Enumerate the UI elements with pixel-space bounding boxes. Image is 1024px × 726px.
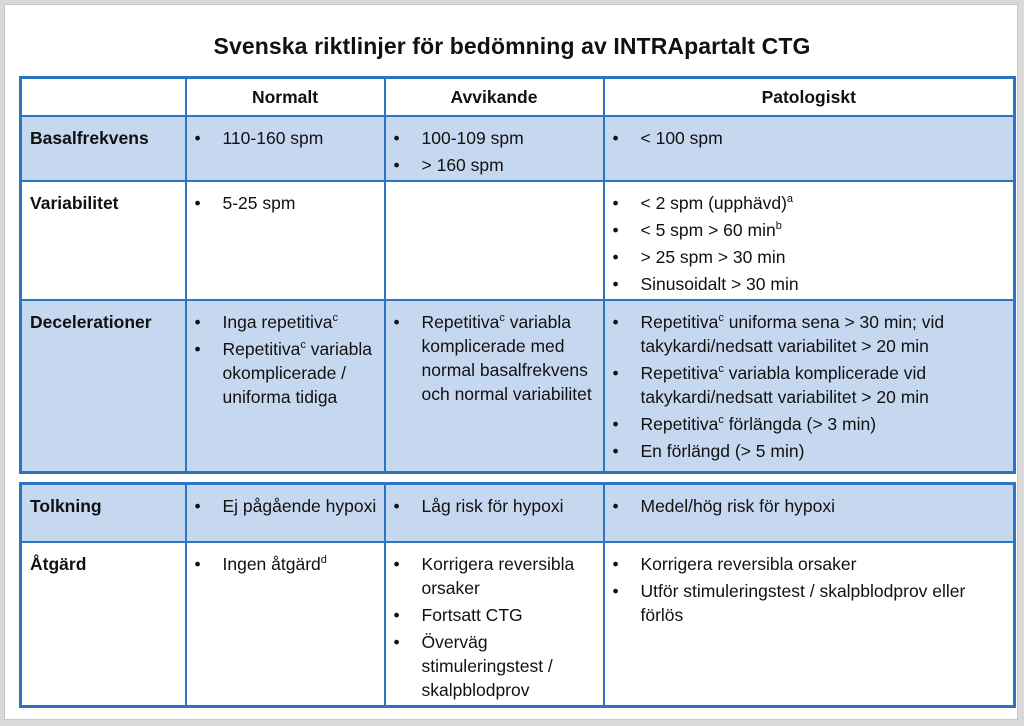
list-item: [611, 552, 1008, 576]
footnote-marker: d: [320, 553, 327, 566]
item-text: Medel/hög risk för hypoxi: [640, 496, 836, 516]
table-row: [21, 484, 1015, 542]
list-item: [193, 310, 378, 334]
item-text: Inga repetitiva: [222, 312, 333, 332]
cell-patologiskt: [604, 542, 1015, 707]
list-item: [611, 361, 1008, 409]
list-item: [392, 310, 597, 406]
bullet-list: [193, 126, 378, 150]
item-text: Repetitiva: [640, 414, 719, 434]
table-row: [21, 300, 1015, 472]
list-item: [392, 494, 597, 518]
document-page: [4, 4, 1018, 720]
bullet-list: [193, 494, 378, 518]
bullet-list: [611, 494, 1008, 518]
list-item: [392, 603, 597, 627]
cell-patologiskt: [604, 300, 1015, 472]
bullet-list: [193, 310, 378, 409]
footnote-marker: c: [718, 363, 724, 375]
list-item: [611, 439, 1008, 463]
list-item: [611, 494, 1008, 518]
cell-normalt: [186, 116, 385, 181]
cell-avvikande: [385, 484, 604, 542]
cell-avvikande: [385, 300, 604, 472]
list-item: [193, 337, 378, 409]
bullet-list: [392, 126, 597, 177]
item-text: Ej pågående hypoxi: [222, 496, 377, 516]
bullet-list: [611, 310, 1008, 463]
row-label: Basalfrekvens: [21, 116, 186, 181]
bullet-list: [193, 191, 378, 215]
cell-patologiskt: [604, 484, 1015, 542]
item-text: < 5 spm > 60 min: [640, 220, 776, 240]
bullet-list: [193, 552, 378, 576]
list-item: [193, 552, 378, 576]
cell-avvikande: [385, 181, 604, 300]
list-item: [392, 153, 597, 177]
item-text: Utför stimuleringstest / skalpblodprov eller förlös: [640, 580, 966, 625]
bullet-list: [611, 191, 1008, 296]
item-text: Repetitiva: [421, 312, 500, 332]
item-text-continued: variabla komplicerade vid takykardi/nedsatt variabilitet > 20 min: [640, 363, 929, 407]
list-item: [392, 630, 597, 702]
bullet-list: [392, 552, 597, 702]
list-item: [611, 218, 1008, 242]
item-text: Repetitiva: [640, 363, 719, 383]
list-item: [611, 579, 1008, 627]
header-patologiskt: Patologiskt: [604, 78, 1015, 117]
item-text: 5-25 spm: [222, 193, 296, 213]
item-text: < 100 spm: [640, 128, 723, 148]
list-item: [611, 272, 1008, 296]
table-row: [21, 542, 1015, 707]
list-item: [193, 494, 378, 518]
item-text-continued: förlängda (> 3 min): [723, 414, 877, 434]
item-text: Repetitiva: [222, 339, 301, 359]
row-label: Decelerationer: [21, 300, 186, 472]
item-text: Korrigera reversibla orsaker: [640, 553, 857, 574]
item-text: Korrigera reversibla orsaker: [421, 553, 575, 598]
list-item: [611, 126, 1008, 150]
footnote-marker: c: [300, 339, 306, 351]
footnote-marker: c: [718, 312, 724, 324]
bullet-list: [611, 126, 1008, 150]
table-row: [21, 181, 1015, 300]
cell-patologiskt: [604, 181, 1015, 300]
list-item: [611, 191, 1008, 215]
list-item: [193, 126, 378, 150]
list-item: [611, 412, 1008, 436]
footnote-marker: a: [786, 193, 794, 205]
item-text: 100-109 spm: [421, 128, 524, 148]
cell-avvikande: [385, 116, 604, 181]
row-label: Variabilitet: [21, 181, 186, 300]
list-item: [392, 126, 597, 150]
row-label: Åtgärd: [21, 542, 186, 707]
cell-normalt: [186, 542, 385, 707]
item-text: > 25 spm > 30 min: [640, 247, 786, 267]
item-text: > 160 spm: [421, 155, 504, 175]
item-text-continued: uniforma sena > 30 min; vid takykardi/nedsatt variabilitet > 20 min: [640, 312, 945, 356]
table-row: [21, 116, 1015, 181]
footnote-marker: c: [718, 414, 724, 426]
item-text: < 2 spm (upphävd): [640, 193, 787, 213]
list-item: [193, 191, 378, 215]
item-text: Fortsatt CTG: [421, 604, 523, 625]
classification-table: [19, 76, 1016, 474]
bullet-list: [392, 494, 597, 518]
page-title: Svenska riktlinjer för bedömning av INTRApartalt CTG: [213, 33, 811, 59]
footnote-marker: b: [775, 220, 782, 232]
list-item: [611, 310, 1008, 358]
cell-normalt: [186, 484, 385, 542]
row-label: Tolkning: [21, 484, 186, 542]
footnote-marker: c: [499, 312, 505, 324]
bullet-list: [611, 552, 1008, 627]
header-row: [21, 78, 1015, 117]
item-text-continued: variabla okomplicerade / uniforma tidiga: [222, 339, 372, 407]
cell-normalt: [186, 181, 385, 300]
item-text: 110-160 spm: [222, 128, 324, 148]
header-normalt: Normalt: [186, 78, 385, 117]
item-text-continued: variabla komplicerade med normal basalfrekvens och normal variabilitet: [421, 312, 592, 404]
cell-patologiskt: [604, 116, 1015, 181]
header-empty: [21, 78, 186, 117]
bullet-list: [392, 310, 597, 406]
cell-normalt: [186, 300, 385, 472]
item-text: Repetitiva: [640, 312, 719, 332]
item-text: Låg risk för hypoxi: [421, 496, 564, 516]
item-text: Sinusoidalt > 30 min: [640, 274, 799, 294]
item-text: Ingen åtgärd: [222, 553, 321, 574]
item-text: En förlängd (> 5 min): [640, 441, 805, 461]
footnote-marker: c: [332, 312, 338, 324]
list-item: [392, 552, 597, 600]
list-item: [611, 245, 1008, 269]
interpretation-table: [19, 482, 1016, 708]
cell-avvikande: [385, 542, 604, 707]
header-avvikande: Avvikande: [385, 78, 604, 117]
item-text: Överväg stimuleringstest / skalpblodprov: [421, 631, 553, 700]
